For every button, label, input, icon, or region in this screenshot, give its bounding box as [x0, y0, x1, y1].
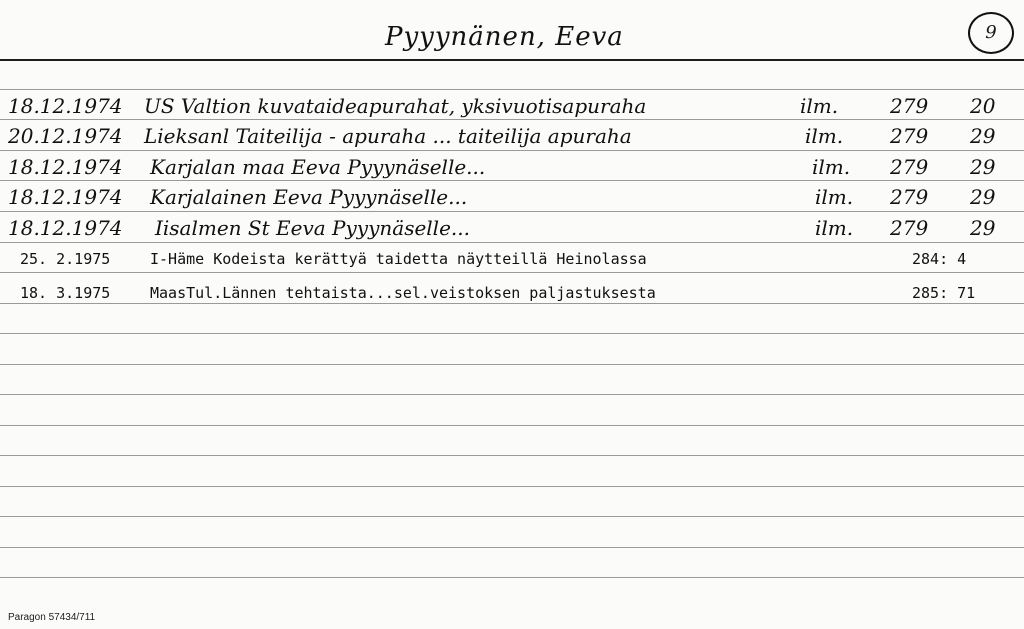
entry-date: 18.12.1974 — [8, 216, 123, 240]
entry-source: ilm. — [805, 124, 844, 148]
entry-text: Iisalmen St Eeva Pyyynäselle... — [155, 216, 470, 240]
rule-line — [0, 303, 1024, 304]
entry-date: 20.12.1974 — [8, 124, 123, 148]
rule-line — [0, 89, 1024, 90]
entry-source: ilm. — [812, 155, 851, 179]
entry-page: 279 — [890, 124, 929, 148]
rule-line — [0, 455, 1024, 456]
card-footer: Paragon 57434/711 — [8, 612, 96, 623]
rule-line — [0, 272, 1024, 273]
rule-line — [0, 577, 1024, 578]
entry-source: ilm. — [800, 94, 839, 118]
rule-line — [0, 516, 1024, 517]
entry-date: 18.12.1974 — [8, 155, 123, 179]
entry-text: Lieksanl Taiteilija - apuraha ... taiteilija apuraha — [144, 124, 632, 148]
rule-line — [0, 333, 1024, 334]
entry-column: 29 — [970, 185, 996, 209]
entry-page: 279 — [890, 216, 929, 240]
typed-entry-ref: 285: 71 — [912, 284, 976, 302]
entry-text: Karjalan maa Eeva Pyyynäselle... — [150, 155, 486, 179]
entry-date: 18.12.1974 — [8, 94, 123, 118]
typed-entry-text: MaasTul.Lännen tehtaista...sel.veistoksen paljastuksesta — [150, 284, 656, 302]
entry-text: Karjalainen Eeva Pyyynäselle... — [150, 185, 468, 209]
entry-column: 20 — [970, 94, 996, 118]
typed-entry-text: I-Häme Kodeista kerättyä taidetta näytteillä Heinolassa — [150, 250, 647, 268]
rule-line — [0, 486, 1024, 487]
card-number: 9 — [968, 12, 1014, 54]
rule-line — [0, 242, 1024, 243]
rule-line — [0, 394, 1024, 395]
entry-column: 29 — [970, 155, 996, 179]
entry-column: 29 — [970, 216, 996, 240]
entry-date: 18.12.1974 — [8, 185, 123, 209]
entry-source: ilm. — [815, 185, 854, 209]
typed-entry-date: 18. 3.1975 — [20, 284, 111, 302]
typed-entry-ref: 284: 4 — [912, 250, 967, 268]
header-rule — [0, 59, 1024, 61]
rule-line — [0, 180, 1024, 181]
rule-line — [0, 211, 1024, 212]
typed-entry-date: 25. 2.1975 — [20, 250, 111, 268]
entry-page: 279 — [890, 155, 929, 179]
card-title: Pyyynänen, Eeva — [385, 22, 624, 52]
entry-text: US Valtion kuvataideapurahat, yksivuotisapuraha — [144, 94, 647, 118]
entry-page: 279 — [890, 94, 929, 118]
rule-line — [0, 425, 1024, 426]
rule-line — [0, 547, 1024, 548]
entry-source: ilm. — [815, 216, 854, 240]
rule-line — [0, 119, 1024, 120]
rule-line — [0, 150, 1024, 151]
rule-line — [0, 364, 1024, 365]
entry-page: 279 — [890, 185, 929, 209]
entry-column: 29 — [970, 124, 996, 148]
